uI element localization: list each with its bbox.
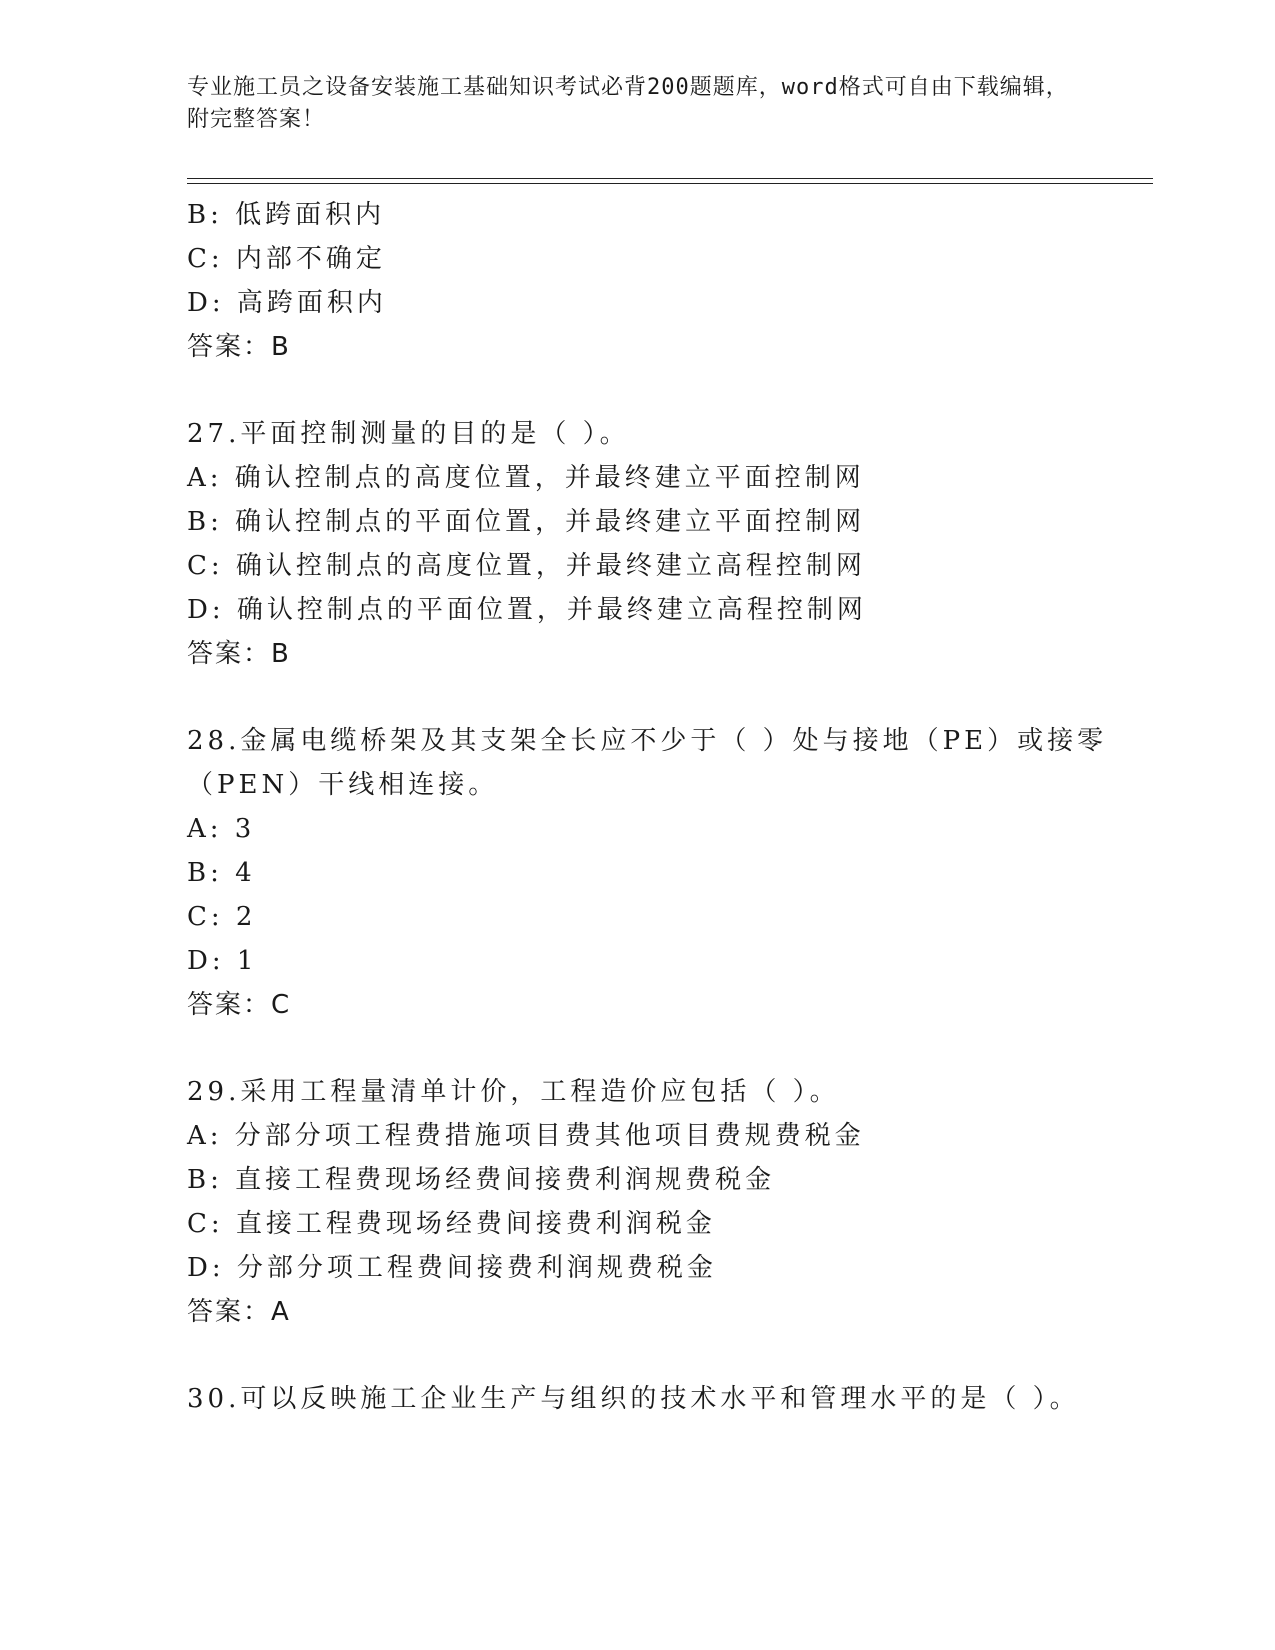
q26-option-b: B: 低跨面积内 — [187, 200, 386, 230]
q29-option-b: B: 直接工程费现场经费间接费利润规费税金 — [187, 1165, 776, 1195]
q27-answer: 答案：B — [187, 639, 291, 669]
q29-question: 29.采用工程量清单计价，工程造价应包括（ ）。 — [187, 1077, 840, 1107]
q29-option-c: C: 直接工程费现场经费间接费利润税金 — [187, 1209, 716, 1239]
q29-option-a: A: 分部分项工程费措施项目费其他项目费规费税金 — [187, 1121, 865, 1151]
q28-option-a: A: 3 — [187, 814, 256, 844]
document-header: 专业施工员之设备安装施工基础知识考试必背200题题库，word格式可自由下载编辑，附完整答案！ — [187, 75, 1069, 132]
q29-option-d: D: 分部分项工程费间接费利润规费税金 — [187, 1253, 717, 1283]
q27-question: 27.平面控制测量的目的是（ ）。 — [187, 419, 630, 449]
q27-option-b: B: 确认控制点的平面位置，并最终建立平面控制网 — [187, 507, 866, 537]
q26-option-c: C: 内部不确定 — [187, 244, 386, 274]
q27-option-a: A: 确认控制点的高度位置，并最终建立平面控制网 — [187, 463, 865, 493]
q27-option-c: C: 确认控制点的高度位置，并最终建立高程控制网 — [187, 551, 866, 581]
q29-answer: 答案：A — [187, 1297, 291, 1327]
q28-option-d: D: 1 — [187, 946, 258, 976]
q28-option-c: C: 2 — [187, 902, 257, 932]
q28-answer: 答案：C — [187, 990, 292, 1020]
q26-answer: 答案：B — [187, 332, 291, 362]
q28-question-line2: （PEN）干线相连接。 — [187, 770, 499, 800]
header-rule-bottom — [187, 183, 1153, 184]
q28-question-line1: 28.金属电缆桥架及其支架全长应不少于（ ）处与接地（PE）或接零 — [187, 726, 1108, 756]
q26-option-d: D: 高跨面积内 — [187, 288, 387, 318]
q28-option-b: B: 4 — [187, 858, 256, 888]
q27-option-d: D: 确认控制点的平面位置，并最终建立高程控制网 — [187, 595, 867, 625]
header-rule-top — [187, 178, 1153, 179]
q30-question: 30.可以反映施工企业生产与组织的技术水平和管理水平的是（ ）。 — [187, 1384, 1080, 1414]
